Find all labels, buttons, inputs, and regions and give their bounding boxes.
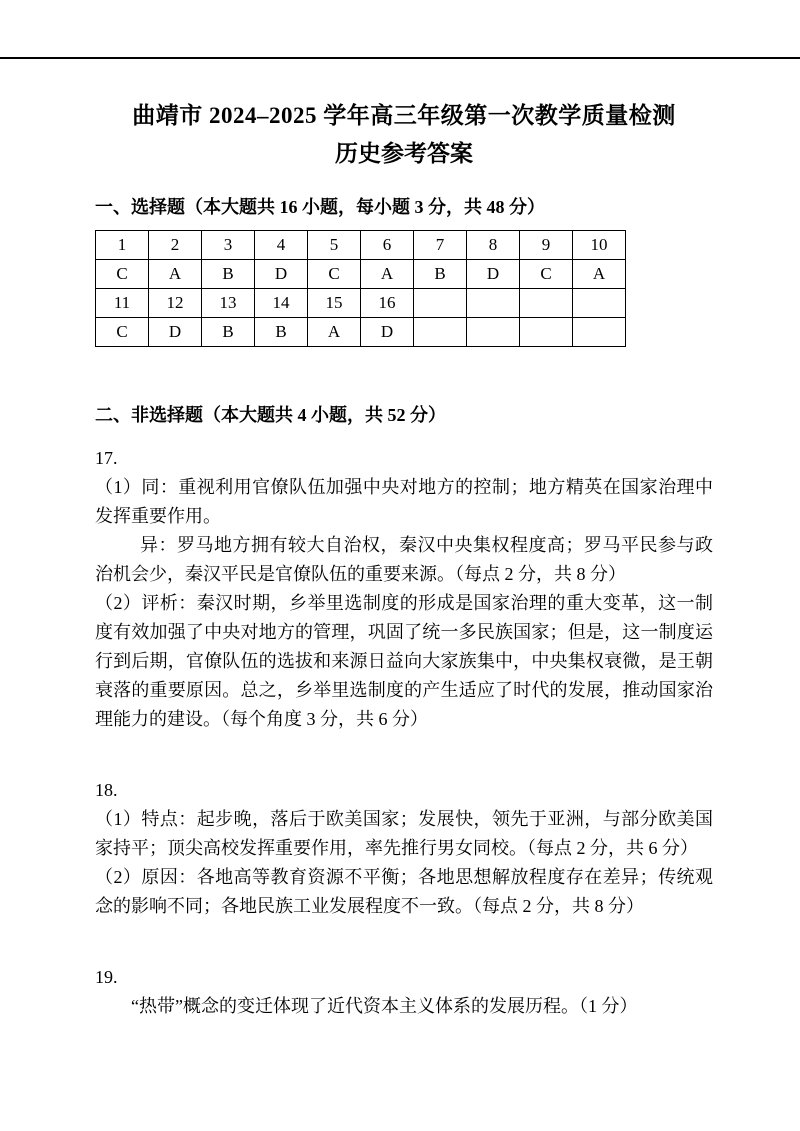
answer-paragraph: （2）评析：秦汉时期，乡举里选制度的形成是国家治理的重大变革，这一制度有效加强了中央对地方的管理，巩固了统一多民族国家；但是，这一制度运行到后期，官僚队伍的选拔和来源日益向大家族集中，中央集权衰微，是王朝衰落的重要原因。总之，乡举里选制度的产生适应了时代的发展，推动国家治理能力的建设。（每个角度 3 分，共 6 分） — [95, 593, 713, 730]
question-17 — [95, 444, 713, 734]
answer-table-cell: 15 — [308, 289, 361, 318]
answer-table-cell: B — [414, 260, 467, 289]
answer-table-cell: 5 — [308, 231, 361, 260]
answer-table — [95, 230, 626, 347]
answer-table-cell: A — [361, 260, 414, 289]
answer-table-cell: 1 — [96, 231, 149, 260]
answer-table-cell: 9 — [520, 231, 573, 260]
answer-table-cell: D — [467, 260, 520, 289]
answer-table-cell: A — [308, 318, 361, 347]
answer-table-cell: 16 — [361, 289, 414, 318]
question-number: 17. — [95, 448, 118, 469]
document-title: 曲靖市 2024–2025 学年高三年级第一次教学质量检测 — [132, 103, 676, 128]
answer-table-row — [96, 231, 626, 260]
answer-table-cell: 2 — [149, 231, 202, 260]
answer-table-cell — [414, 318, 467, 347]
answer-table-cell: C — [308, 260, 361, 289]
document-content — [95, 100, 713, 1021]
answer-table-cell — [414, 289, 467, 318]
answer-paragraph: “热带”概念的变迁体现了近代资本主义体系的发展历程。（1 分） — [131, 996, 638, 1017]
answer-table-cell — [467, 289, 520, 318]
answer-table-cell: 7 — [414, 231, 467, 260]
answer-table-cell: 12 — [149, 289, 202, 318]
answer-table-cell: 10 — [573, 231, 626, 260]
answer-table-cell — [467, 318, 520, 347]
answer-table-cell — [573, 318, 626, 347]
answer-table-cell: 14 — [255, 289, 308, 318]
answer-table-cell: 3 — [202, 231, 255, 260]
answer-table-cell: A — [573, 260, 626, 289]
answer-table-cell: C — [96, 318, 149, 347]
answer-table-row — [96, 289, 626, 318]
answer-table-row — [96, 318, 626, 347]
answer-table-cell: 13 — [202, 289, 255, 318]
question-18 — [95, 776, 713, 921]
answer-table-cell — [520, 289, 573, 318]
answer-table-cell — [520, 318, 573, 347]
answer-table-cell: A — [149, 260, 202, 289]
answer-table-cell: 11 — [96, 289, 149, 318]
answer-table-cell — [573, 289, 626, 318]
section1-heading: 一、选择题（本大题共 16 小题，每小题 3 分，共 48 分） — [95, 196, 545, 217]
top-rule — [0, 57, 800, 59]
answer-table-cell: C — [520, 260, 573, 289]
answer-table-cell: C — [96, 260, 149, 289]
section2-heading: 二、非选择题（本大题共 4 小题，共 52 分） — [95, 405, 446, 426]
question-number: 18. — [95, 780, 118, 801]
answer-table-cell: B — [202, 260, 255, 289]
document-subtitle: 历史参考答案 — [335, 141, 473, 167]
answer-paragraph: 异：罗马地方拥有较大自治权，秦汉中央集权程度高；罗马平民参与政治机会少，秦汉平民是官僚队伍的重要来源。（每点 2 分，共 8 分） — [95, 535, 713, 585]
answer-table-cell: 8 — [467, 231, 520, 260]
answer-table-cell: B — [255, 318, 308, 347]
answer-table-cell: 6 — [361, 231, 414, 260]
answer-table-row — [96, 260, 626, 289]
question-19 — [95, 963, 713, 1021]
answer-paragraph: （1）特点：起步晚，落后于欧美国家；发展快，领先于亚洲，与部分欧美国家持平；顶尖高校发挥重要作用，率先推行男女同校。（每点 2 分，共 6 分） — [95, 809, 713, 859]
question-number: 19. — [95, 967, 118, 988]
answer-table-cell: D — [255, 260, 308, 289]
answer-table-cell: 4 — [255, 231, 308, 260]
answer-table-cell: D — [149, 318, 202, 347]
answer-table-cell: B — [202, 318, 255, 347]
answer-paragraph: （2）原因：各地高等教育资源不平衡；各地思想解放程度存在差异；传统观念的影响不同；各地民族工业发展程度不一致。（每点 2 分，共 8 分） — [95, 867, 713, 917]
answer-paragraph: （1）同：重视利用官僚队伍加强中央对地方的控制；地方精英在国家治理中发挥重要作用。 — [95, 477, 713, 527]
answer-table-cell: D — [361, 318, 414, 347]
